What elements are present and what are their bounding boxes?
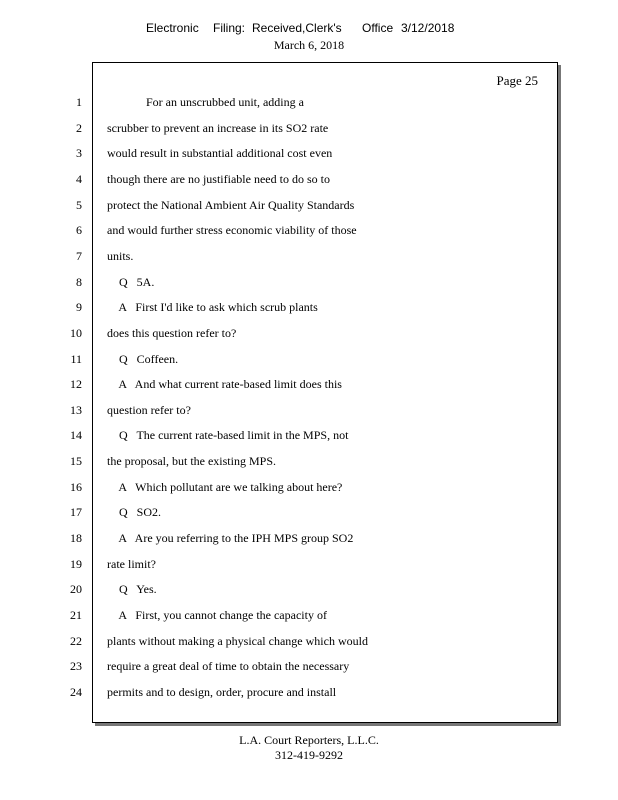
line-text: Q Yes. — [107, 582, 157, 596]
line-text: Q SO2. — [107, 505, 162, 519]
line-text: A And what current rate-based limit does this — [107, 377, 342, 391]
line-text: A First, you cannot change the capacity of — [107, 608, 327, 622]
transcript-page — [92, 62, 558, 723]
line-number: 8 — [76, 275, 82, 289]
line-number: 19 — [70, 557, 82, 571]
stamp-date: 3/12/2018 — [401, 21, 455, 35]
line-number: 6 — [76, 223, 82, 237]
line-text: does this question refer to? — [107, 326, 237, 340]
line-text: require a great deal of time to obtain the necessary — [107, 659, 350, 673]
reporter-company: L.A. Court Reporters, L.L.C. — [239, 733, 379, 747]
line-number: 7 — [76, 249, 82, 263]
line-number: 24 — [70, 685, 82, 699]
reporter-phone: 312-419-9292 — [275, 748, 343, 762]
line-text: permits and to design, order, procure and install — [107, 685, 337, 699]
line-text: scrubber to prevent an increase in its SO2 rate — [107, 121, 329, 135]
line-number: 22 — [70, 634, 82, 648]
stamp-word-office: Office — [362, 21, 394, 35]
line-number: 14 — [70, 428, 82, 442]
line-number: 5 — [76, 198, 82, 212]
line-text: question refer to? — [107, 403, 191, 417]
line-text: A Which pollutant are we talking about here? — [107, 480, 343, 494]
line-number: 4 — [76, 172, 82, 186]
line-number: 20 — [70, 582, 82, 596]
line-text: protect the National Ambient Air Quality Standards — [107, 198, 355, 212]
line-text: plants without making a physical change which would — [107, 634, 368, 648]
line-number: 2 — [76, 121, 82, 135]
transcript-date: March 6, 2018 — [273, 38, 345, 52]
line-text: and would further stress economic viability of those — [107, 223, 357, 237]
stamp-word-filing: Filing: — [213, 21, 246, 35]
line-text: For an unscrubbed unit, adding a — [107, 95, 304, 109]
line-text: rate limit? — [107, 557, 156, 571]
line-number: 10 — [70, 326, 82, 340]
line-text: Q 5A. — [107, 275, 155, 289]
line-text: Q Coffeen. — [107, 352, 179, 366]
stamp-word-received: Received,Clerk's — [252, 21, 342, 35]
line-number: 16 — [70, 480, 82, 494]
line-number: 11 — [70, 352, 82, 366]
line-text: would result in substantial additional cost even — [107, 146, 333, 160]
line-number: 9 — [76, 300, 82, 314]
line-number: 18 — [70, 531, 82, 545]
line-text: though there are no justifiable need to do so to — [107, 172, 330, 186]
line-number: 15 — [70, 454, 82, 468]
line-number: 21 — [70, 608, 82, 622]
line-text: A First I'd like to ask which scrub plants — [107, 300, 318, 314]
line-number: 3 — [76, 146, 82, 160]
line-number: 23 — [70, 659, 82, 673]
line-text: Q The current rate-based limit in the MPS, not — [107, 428, 349, 442]
page-number: Page 25 — [496, 73, 538, 88]
stamp-word-electronic: Electronic — [146, 21, 199, 35]
line-text: A Are you referring to the IPH MPS group SO2 — [107, 531, 354, 545]
line-number: 17 — [70, 505, 82, 519]
line-text: the proposal, but the existing MPS. — [107, 454, 276, 468]
line-number: 13 — [70, 403, 82, 417]
line-number: 1 — [76, 95, 82, 109]
line-text: units. — [107, 249, 134, 263]
line-number: 12 — [70, 377, 82, 391]
